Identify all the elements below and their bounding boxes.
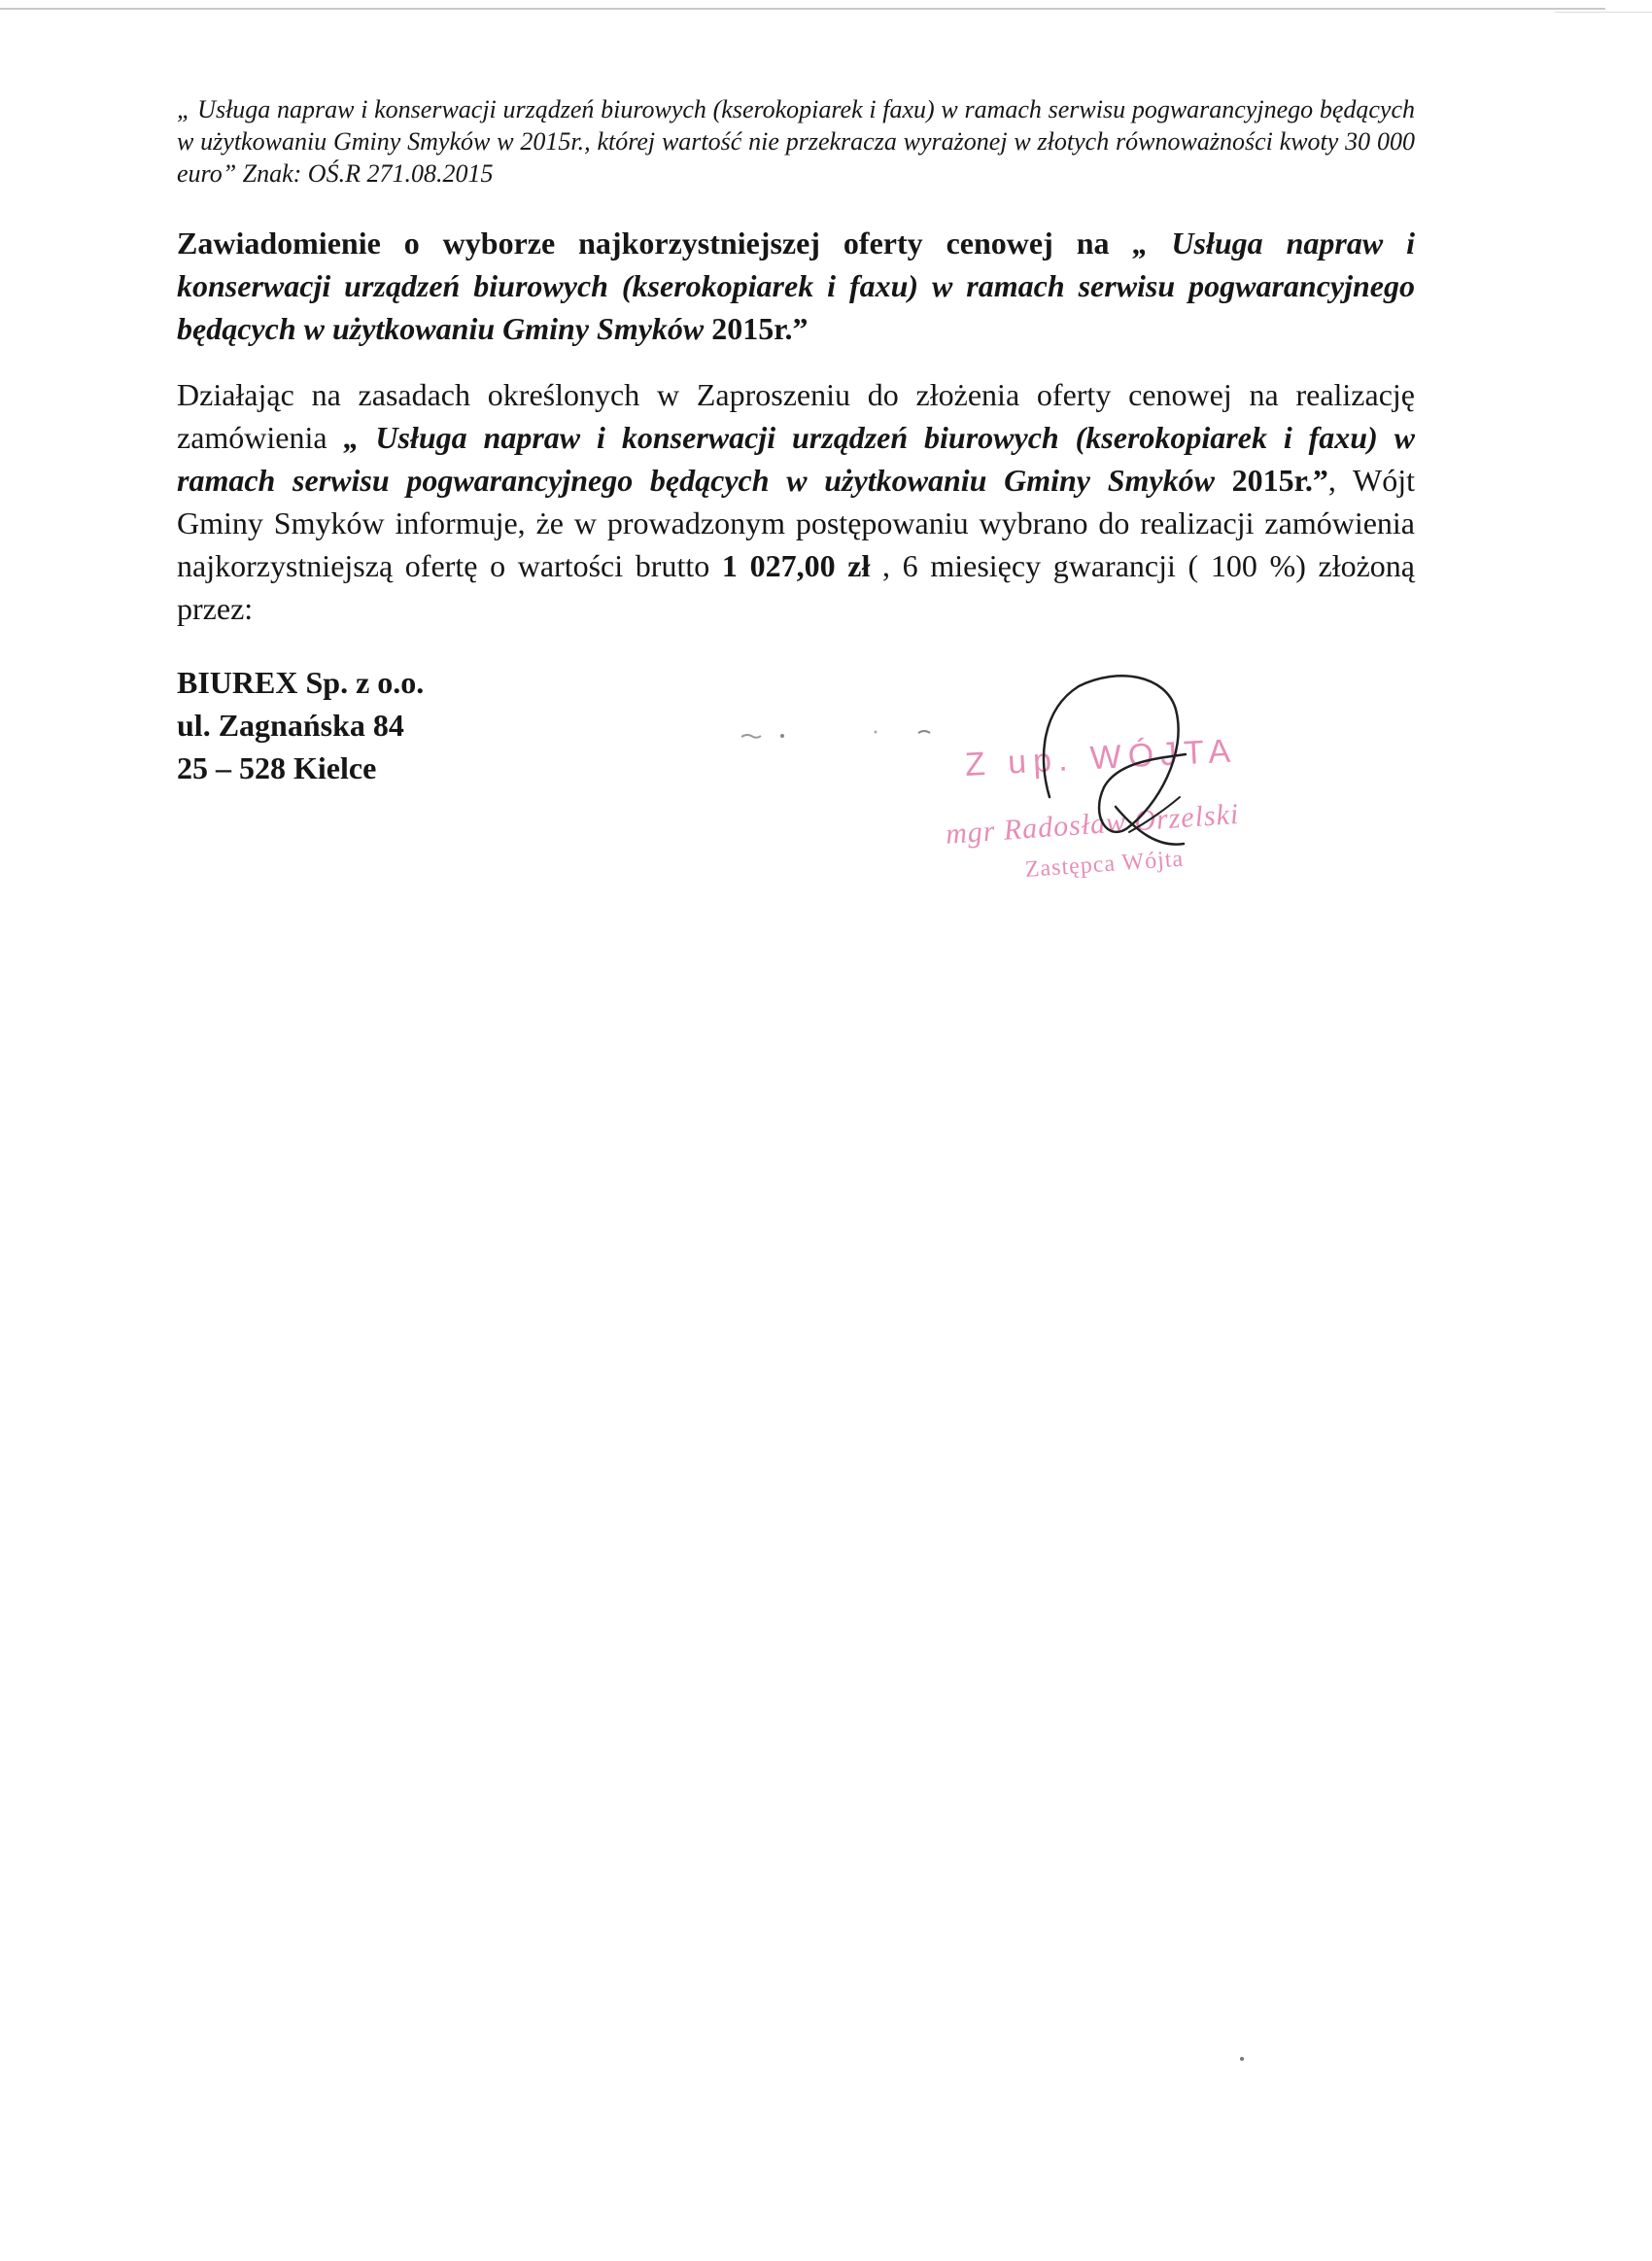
notice-title-plain: Zawiadomienie o wyborze najkorzystniejszej oferty cenowej na — [177, 226, 1133, 261]
offer-amount: 1 027,00 zł — [721, 548, 871, 583]
contractor-city: 25 – 528 Kielce — [177, 750, 377, 785]
notice-title — [177, 222, 1415, 350]
reference-header: „ Usługa napraw i konserwacji urządzeń biurowych (kserokopiarek i faxu) w ramach serwisu pogwarancyjnego będących w użytkowaniu Gminy Smyków w 2015r., której wartość nie przekracza wyrażonej w złotych równoważności kwoty 30 000 euro” Znak: OŚ.R 271.08.2015 — [177, 95, 1415, 188]
contractor-street: ul. Zagnańska 84 — [177, 708, 404, 743]
body-paragraph — [177, 373, 1415, 630]
stamp-line-position: Zastępca Wójta — [1024, 846, 1185, 883]
scan-top-edge-right — [1555, 12, 1652, 13]
scan-dots — [734, 719, 967, 748]
body-subject: „ Usługa napraw i konserwacji urządzeń biurowych (kserokopiarek i faxu) w ramach serwisu pogwarancyjnego będących w użytkowaniu Gminy Smyków — [177, 420, 1416, 498]
contractor-name: BIUREX Sp. z o.o. — [177, 665, 425, 700]
notice-title-subject: „ Usługa napraw i konserwacji urządzeń biurowych (kserokopiarek i faxu) w ramach serwisu pogwarancyjnego będących w użytkowaniu Gminy Smyków — [177, 226, 1416, 346]
handwritten-signature — [1020, 661, 1312, 894]
body-intro: Działając na zasadach określonych w Zaproszeniu do złożenia oferty cenowej na realizację zamówienia — [177, 377, 1415, 455]
body-subject-year: 2015r.” — [1231, 463, 1328, 498]
scan-top-edge — [0, 8, 1605, 10]
contractor-address — [177, 661, 424, 789]
body-decision: , Wójt Gminy Smyków informuje, że w prowadzonym postępowaniu wybrano do realizacji zamówienia najkorzystniejszą ofertę o wartości brutto — [177, 463, 1416, 583]
body-terms: , 6 miesięcy gwarancji ( 100 %) złożoną przez: — [177, 548, 1416, 626]
stamp-line-name: mgr Radosław Orzelski — [945, 797, 1241, 851]
stamp-line-authority: Z up. WÓJTA — [964, 732, 1238, 783]
notice-title-year: 2015r.” — [711, 311, 809, 346]
scan-speck — [1240, 2057, 1244, 2061]
